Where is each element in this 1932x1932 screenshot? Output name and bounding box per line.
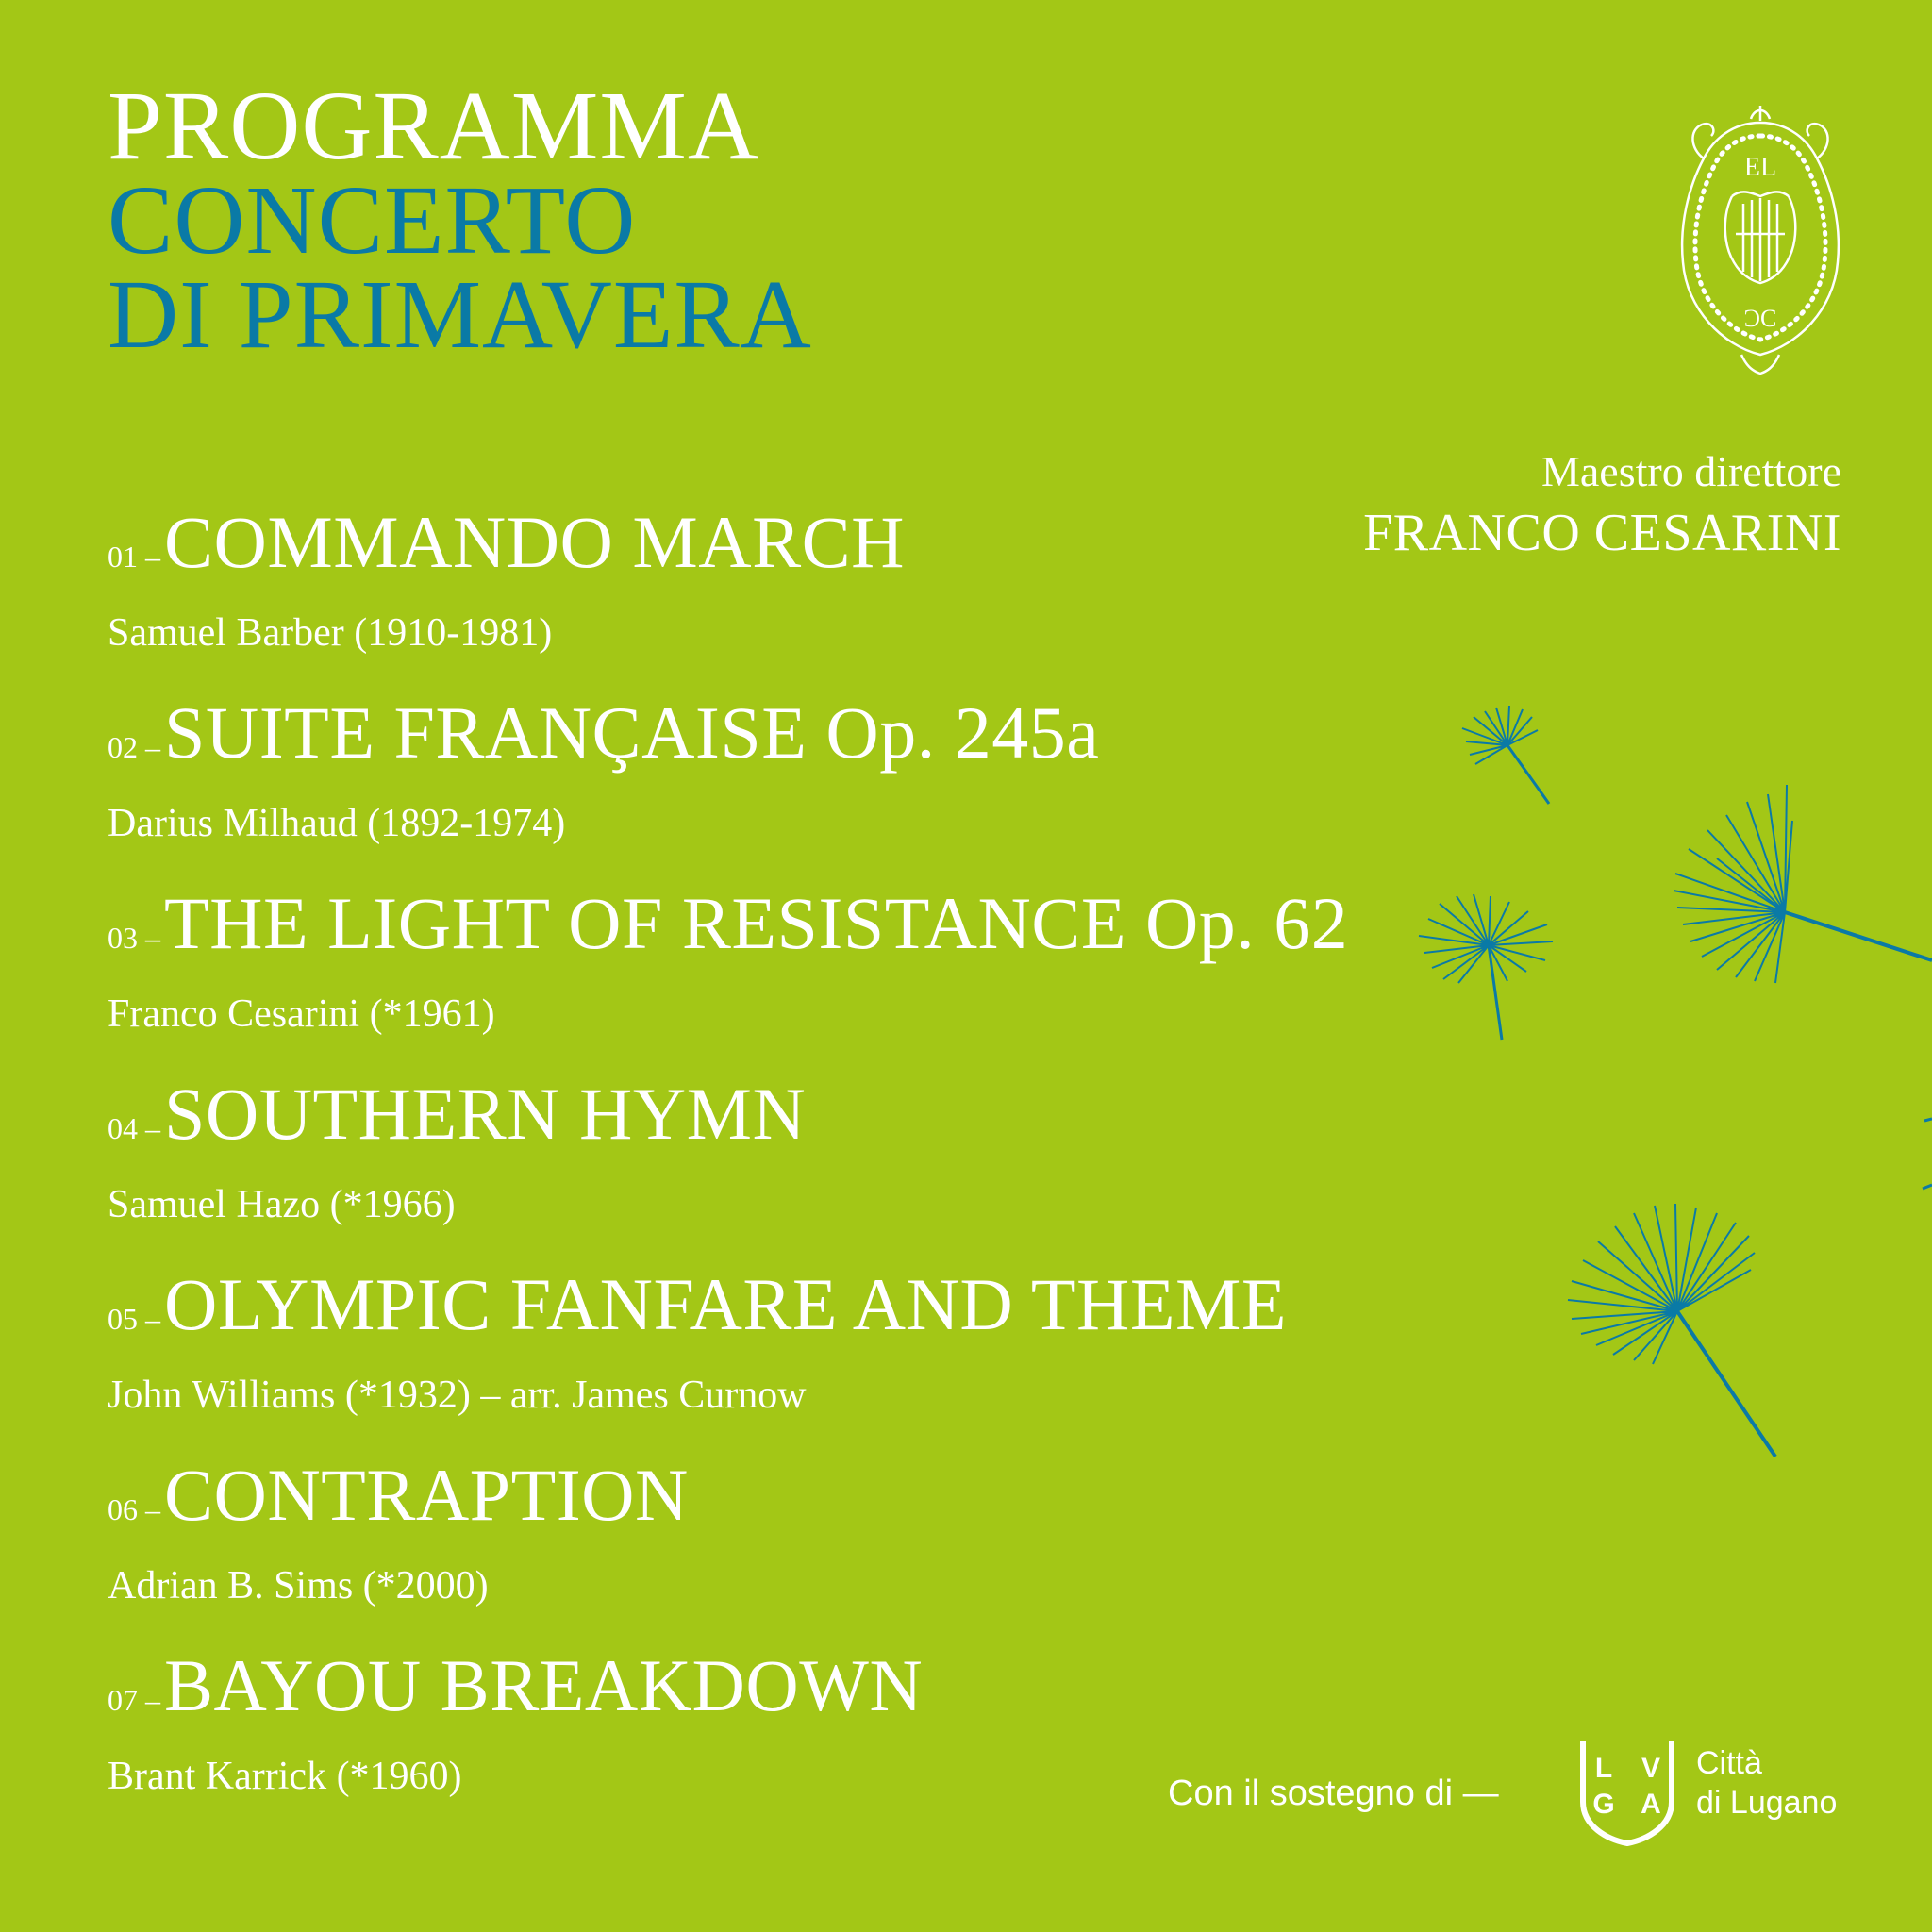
piece-number: 06 – [108, 1492, 160, 1526]
program-item [108, 691, 1348, 881]
piece-composer: Adrian B. Sims (*2000) [108, 1564, 489, 1607]
city-name [1696, 1743, 1837, 1823]
dandelion-seed [1419, 894, 1553, 1040]
piece-number: 02 – [108, 730, 160, 764]
program-item [108, 1453, 1348, 1643]
program-item [108, 1072, 1348, 1262]
piece-composer: Samuel Barber (1910-1981) [108, 611, 553, 655]
piece-title: CONTRAPTION [164, 1454, 689, 1536]
conductor-role: Maestro direttore [1541, 447, 1841, 495]
logo-letter: V [1641, 1753, 1661, 1784]
city-line2: di Lugano [1696, 1785, 1838, 1821]
program-list [108, 500, 1348, 1834]
logo-letter: L [1594, 1753, 1613, 1784]
piece-title: SOUTHERN HYMN [164, 1073, 807, 1155]
sponsor-block [1168, 1736, 1847, 1849]
program-item [108, 500, 1348, 691]
piece-title: THE LIGHT OF RESISTANCE Op. 62 [164, 882, 1349, 964]
conductor-name: FRANCO CESARINI [1363, 504, 1841, 562]
piece-composer: Samuel Hazo (*1966) [108, 1183, 456, 1226]
dandelion-seed [1568, 1204, 1775, 1457]
sponsor-text: Con il sostegno di — [1168, 1774, 1499, 1813]
piece-title: SUITE FRANÇAISE Op. 245a [164, 691, 1100, 774]
logo-letter: A [1641, 1789, 1661, 1820]
piece-number: 01 – [108, 540, 160, 574]
program-item [108, 1643, 1348, 1834]
dandelion-seeds-illustration [1406, 689, 1932, 1491]
piece-number: 07 – [108, 1683, 160, 1717]
dandelion-seed [1462, 706, 1549, 804]
title-concerto: CONCERTO [108, 166, 637, 275]
logo-letter: G [1592, 1789, 1615, 1820]
lugano-shield-logo [1575, 1736, 1679, 1847]
piece-composer: Franco Cesarini (*1961) [108, 992, 495, 1036]
dandelion-seed-edge [1923, 1119, 1932, 1189]
program-item [108, 1262, 1348, 1453]
piece-number: 05 – [108, 1302, 160, 1336]
piece-composer: Brant Karrick (*1960) [108, 1755, 462, 1798]
piece-title: BAYOU BREAKDOWN [164, 1644, 924, 1726]
piece-composer: John Williams (*1932) – arr. James Curnow [108, 1374, 807, 1417]
dandelion-seed [1674, 785, 1932, 983]
page-title [108, 72, 812, 369]
title-di-primavera: DI PRIMAVERA [108, 260, 812, 369]
city-line1: Città [1696, 1745, 1762, 1781]
svg-text:ƆC: ƆC [1743, 305, 1777, 332]
piece-title: COMMANDO MARCH [164, 501, 905, 583]
piece-number: 04 – [108, 1111, 160, 1145]
conductor-block [1363, 443, 1841, 566]
lyre-crest-icon [1675, 102, 1845, 375]
piece-composer: Darius Milhaud (1892-1974) [108, 802, 566, 845]
title-programma: PROGRAMMA [108, 72, 759, 180]
piece-number: 03 – [108, 921, 160, 955]
program-item [108, 881, 1348, 1072]
piece-title: OLYMPIC FANFARE AND THEME [164, 1263, 1287, 1345]
svg-text:EL: EL [1743, 153, 1777, 182]
